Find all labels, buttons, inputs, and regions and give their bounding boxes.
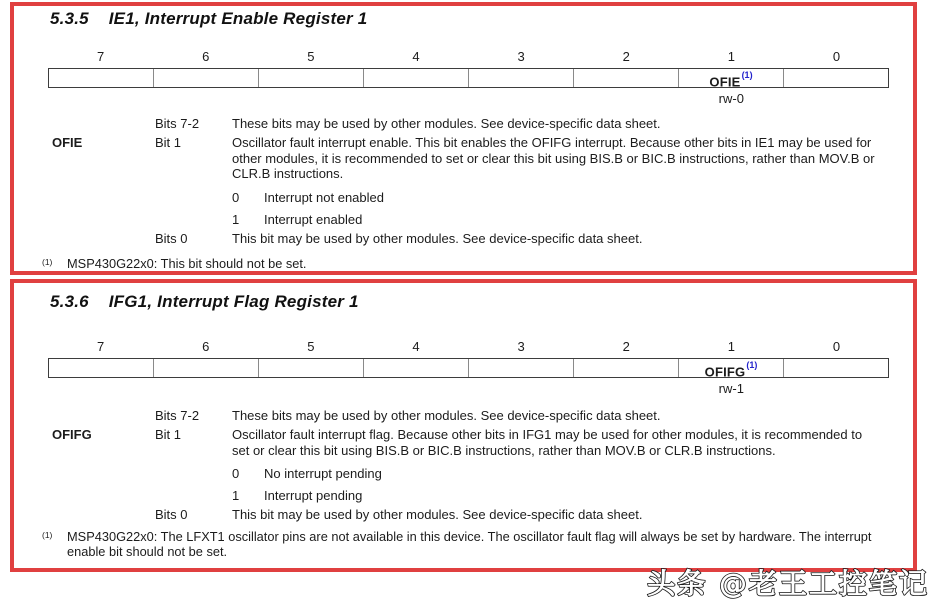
bit-value: 1 <box>232 488 240 503</box>
bit-value-meaning: Interrupt enabled <box>264 211 363 227</box>
bit-number: 3 <box>517 49 525 64</box>
watermark-toutiao: 头条 @老王工控笔记 <box>647 567 929 600</box>
field-row <box>52 507 882 523</box>
register-bit-cell <box>258 359 363 377</box>
footnote-reference: (1) <box>741 70 753 80</box>
bit-value-row <box>232 466 882 482</box>
field-bits: Bits 0 <box>155 507 188 522</box>
register-cell-row <box>48 358 889 378</box>
bit-value: 0 <box>232 189 240 205</box>
field-description: Oscillator fault interrupt flag. Because other bits in IFG1 may be used for other modules, it is recommended to set or clear this bit using BIS.B or BIC.B instructions, rather than MOV.B or CLR.B instructions. 0 No interrupt pending 1 Interrupt pending <box>232 427 882 504</box>
footnote-marker: (1) <box>42 529 53 540</box>
section-number: 5.3.6 <box>50 292 89 311</box>
register-bit-cell <box>258 69 363 87</box>
bit-value: 0 <box>232 466 240 481</box>
field-description: This bit may be used by other modules. See device-specific data sheet. <box>232 230 643 246</box>
bit-number: 6 <box>202 339 210 354</box>
register-bit-cell <box>468 359 573 377</box>
register-bit-cell <box>783 69 888 87</box>
field-row <box>52 116 882 132</box>
bit-number: 5 <box>307 49 315 64</box>
bit-value-meaning: Interrupt pending <box>264 488 363 503</box>
footnote-reference: (1) <box>746 360 758 370</box>
field-descriptions <box>52 116 882 246</box>
access-type-label: rw-0 <box>718 91 744 106</box>
field-description: These bits may be used by other modules. See device-specific data sheet. <box>232 116 661 131</box>
field-row <box>52 135 882 227</box>
field-bits: Bits 0 <box>155 230 188 246</box>
footnote-marker: (1) <box>42 257 53 267</box>
section-title: IE1, Interrupt Enable Register 1 <box>108 9 368 28</box>
bit-number: 7 <box>96 339 105 354</box>
bit-number: 2 <box>622 49 630 64</box>
section-number: 5.3.5 <box>50 9 89 28</box>
footnote <box>42 256 880 272</box>
register-bit-cell-ofie <box>678 69 783 90</box>
register-bit-cell-ofifg <box>678 359 783 380</box>
register-diagram-ifg1 <box>48 339 889 396</box>
field-description: Oscillator fault interrupt enable. This bit enables the OFIFG interrupt. Because other bits in IE1 may be used for other modules, it is recommended to set or clear this bit using BIS.B or BIC.B instructions, rather than MOV.B or CLR.B instructions. 0 Interrupt not enabled 1 Interrupt enabled <box>232 135 882 227</box>
access-type-row <box>48 92 889 106</box>
register-diagram-ie1 <box>48 49 889 106</box>
field-bits: Bit 1 <box>155 427 182 442</box>
register-bit-cell <box>363 359 468 377</box>
field-name: OFIFG <box>52 427 92 442</box>
field-bits: Bit 1 <box>155 135 182 150</box>
register-bit-cell <box>783 359 888 377</box>
footnote <box>42 529 880 560</box>
annotation-box-ifg1 <box>10 279 917 572</box>
field-bits: Bits 7-2 <box>155 408 200 423</box>
bit-number: 6 <box>202 49 210 64</box>
bit-value-row <box>232 190 882 206</box>
register-bit-cell <box>573 69 678 87</box>
annotation-box-ie1 <box>10 2 917 275</box>
bit-number: 3 <box>517 339 525 354</box>
bit-number: 4 <box>412 49 420 64</box>
bit-number: 4 <box>412 339 420 354</box>
access-type-label: rw-1 <box>718 381 744 396</box>
field-row <box>52 427 882 504</box>
field-description: These bits may be used by other modules. See device-specific data sheet. <box>232 408 661 423</box>
bit-value-row <box>232 488 882 504</box>
bit-field-name: OFIFG <box>704 364 746 380</box>
field-name: OFIE <box>52 135 83 150</box>
register-bit-cell <box>468 69 573 87</box>
bit-field-name: OFIE <box>709 74 741 90</box>
register-cell-row <box>48 68 889 88</box>
register-bit-cell <box>49 69 153 87</box>
footnote-text: MSP430G22x0: This bit should not be set. <box>67 256 307 271</box>
bit-number: 0 <box>832 49 841 64</box>
bit-number-row <box>48 49 889 65</box>
field-row <box>52 408 882 424</box>
section-heading <box>50 292 913 312</box>
register-bit-cell <box>363 69 468 87</box>
bit-value-meaning: No interrupt pending <box>264 466 382 481</box>
bit-number: 7 <box>96 49 105 64</box>
footnote-text: MSP430G22x0: The LFXT1 oscillator pins are not available in this device. The oscillator fault flag will always be set by hardware. The interrupt enable bit should not be set. <box>67 528 872 559</box>
section-heading <box>50 9 913 29</box>
bit-number-row <box>48 339 889 355</box>
register-bit-cell <box>153 69 258 87</box>
section-title: IFG1, Interrupt Flag Register 1 <box>108 292 359 311</box>
field-description: This bit may be used by other modules. See device-specific data sheet. <box>232 507 643 522</box>
field-descriptions <box>52 408 882 523</box>
field-bits: Bits 7-2 <box>155 116 200 131</box>
bit-number: 1 <box>727 339 735 354</box>
field-row <box>52 231 882 247</box>
bit-value-meaning: Interrupt not enabled <box>264 189 384 205</box>
register-bit-cell <box>153 359 258 377</box>
bit-number: 1 <box>727 49 735 64</box>
register-bit-cell <box>49 359 153 377</box>
bit-value: 1 <box>232 211 240 227</box>
register-bit-cell <box>573 359 678 377</box>
bit-number: 5 <box>307 339 315 354</box>
bit-value-row <box>232 212 882 228</box>
bit-number: 0 <box>832 339 841 354</box>
bit-number: 2 <box>622 339 630 354</box>
access-type-row <box>48 382 889 396</box>
